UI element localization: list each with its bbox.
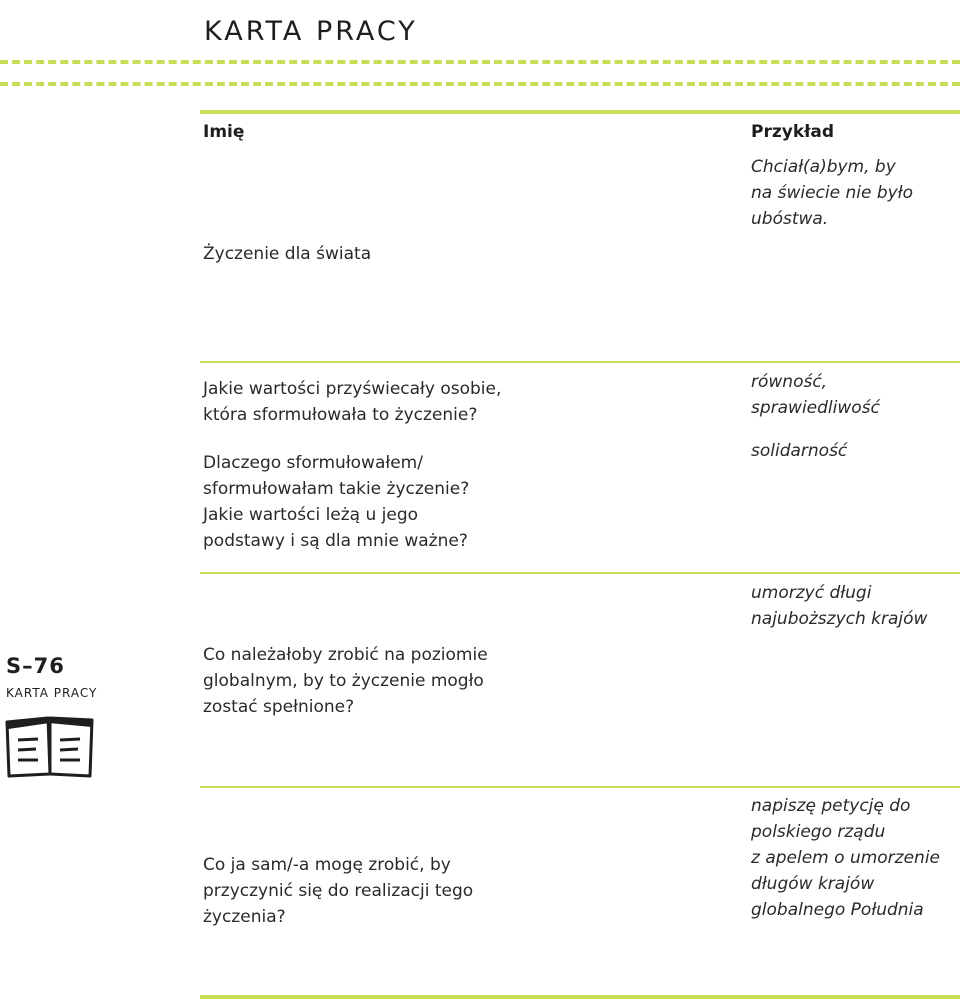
question-line: podstawy i są dla mnie ważne? (203, 531, 468, 551)
form-top-rule (200, 110, 960, 114)
answer-line: polskiego rządu (751, 822, 886, 842)
answer-line: najuboższych krajów (751, 609, 928, 629)
question-line: globalnym, by to życzenie mogło (203, 671, 484, 691)
question-line: Co należałoby zrobić na poziomie (203, 645, 488, 665)
question-line: Co ja sam/-a mogę zrobić, by (203, 855, 451, 875)
answer-line: z apelem o umorzenie (751, 848, 941, 868)
example-wish-line: Chciał(a)bym, by (751, 157, 896, 177)
question-line: Jakie wartości leżą u jego (203, 505, 419, 525)
answer-line: umorzyć długi (751, 583, 872, 603)
answer-line: długów krajów (751, 874, 875, 894)
section-rule-3 (200, 786, 960, 788)
example-wish-line: ubóstwa. (751, 209, 829, 229)
header-divider-bottom (0, 82, 960, 86)
answer-2 (751, 438, 847, 464)
open-book-icon (4, 712, 96, 782)
question-line: zostać spełnione? (203, 697, 355, 717)
example-wish-line: na świecie nie było (751, 183, 913, 203)
question-1 (203, 376, 501, 428)
question-line: która sformułowała to życzenie? (203, 405, 478, 425)
sidebar-label: KARTA PRACY (6, 686, 98, 700)
question-line: przyczynić się do realizacji tego (203, 881, 474, 901)
answer-1 (751, 369, 960, 421)
form-bottom-rule (200, 995, 960, 999)
question-line: Dlaczego sformułowałem/ (203, 453, 423, 473)
answer-line: solidarność (751, 441, 848, 461)
example-wish (751, 154, 913, 232)
section-rule-2 (200, 572, 960, 574)
example-label: Przykład (751, 122, 835, 142)
name-label: Imię (203, 122, 245, 142)
header-divider-top (0, 60, 960, 64)
answer-3 (751, 580, 927, 632)
question-2 (203, 450, 469, 554)
answer-line: napiszę petycję do (751, 796, 911, 816)
sidebar-code: S–76 (6, 654, 65, 678)
answer-line: równość, sprawiedliwość (751, 372, 880, 418)
answer-4 (751, 793, 940, 923)
section-rule-1 (200, 361, 960, 363)
question-3 (203, 642, 488, 720)
question-line: sformułowałam takie życzenie? (203, 479, 470, 499)
question-4 (203, 852, 473, 930)
question-line: Jakie wartości przyświecały osobie, (203, 379, 502, 399)
answer-line: globalnego Południa (751, 900, 924, 920)
wish-label: Życzenie dla świata (203, 244, 372, 264)
page-title: KARTA PRACY (204, 16, 418, 47)
question-line: życzenia? (203, 907, 286, 927)
